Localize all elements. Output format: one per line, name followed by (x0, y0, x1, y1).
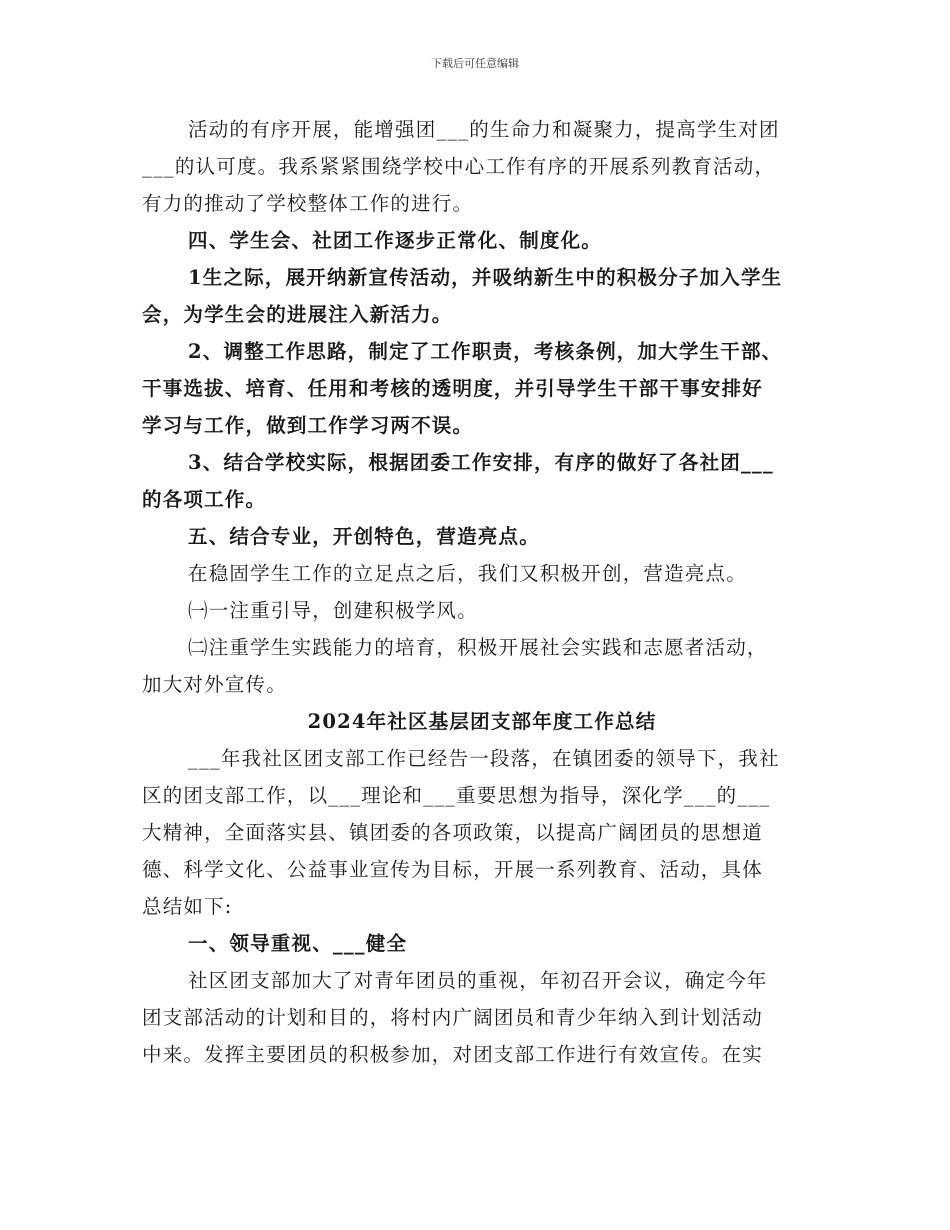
paragraph-line: 区的团支部工作，以___理论和___重要思想为指导，深化学___的___ (142, 784, 771, 807)
paragraph-line: ㈡注重学生实践能力的培育，积极开展社会实践和志愿者活动， (188, 636, 768, 659)
paragraph-line: 干事选拔、培育、任用和考核的透明度，并引导学生干部干事安排好 (142, 377, 764, 400)
section-heading: 五、结合专业，开创特色，营造亮点。 (188, 525, 540, 548)
paragraph-line: 有力的推动了学校整体工作的进行。 (142, 192, 474, 215)
section-heading: 四、学生会、社团工作逐步正常化、制度化。 (188, 229, 603, 252)
paragraph-line: 团支部活动的计划和目的，将村内广阔团员和青少年纳入到计划活动 (142, 1006, 764, 1029)
paragraph-line: 1生之际，展开纳新宣传活动，并吸纳新生中的积极分子加入学生 (188, 266, 783, 289)
document-title: 2024年社区基层团支部年度工作总结 (307, 710, 657, 733)
paragraph-line: 总结如下: (142, 895, 233, 918)
paragraph-line: 在稳固学生工作的立足点之后，我们又积极开创，营造亮点。 (188, 562, 747, 585)
paragraph-line: 大精神，全面落实县、镇团委的各项政策，以提高广阔团员的思想道 (142, 821, 764, 844)
paragraph-line: ㈠一注重引导，创建积极学风。 (188, 599, 478, 622)
paragraph-line: ___年我社区团支部工作已经告一段落，在镇团委的领导下，我社 (188, 747, 780, 770)
paragraph-line: 会，为学生会的进展注入新活力。 (142, 303, 453, 326)
paragraph-line: 3、结合学校实际，根据团委工作安排，有序的做好了各社团___ (188, 451, 774, 474)
page-header: 下载后可任意编辑 (431, 57, 519, 70)
document-body (142, 111, 812, 1073)
paragraph-line: 学习与工作，做到工作学习两不误。 (142, 414, 474, 437)
paragraph-line: 活动的有序开展，能增强团___的生命力和凝聚力，提高学生对团 (188, 118, 780, 141)
section-heading: 一、领导重视、___健全 (188, 932, 408, 955)
paragraph-line: 2、调整工作思路，制定了工作职责，考核条例，加大学生干部、 (188, 340, 783, 363)
paragraph-line: 德、科学文化、公益事业宣传为目标，开展一系列教育、活动，具体 (142, 858, 764, 881)
paragraph-line: 中来。发挥主要团员的积极参加，对团支部工作进行有效宣传。在实 (142, 1043, 764, 1066)
paragraph-line: ___的认可度。我系紧紧围绕学校中心工作有序的开展系列教育活动， (142, 155, 776, 178)
paragraph-line: 的各项工作。 (142, 488, 267, 511)
paragraph-line: 加大对外宣传。 (142, 673, 287, 696)
paragraph-line: 社区团支部加大了对青年团员的重视，年初召开会议，确定今年 (188, 969, 768, 992)
